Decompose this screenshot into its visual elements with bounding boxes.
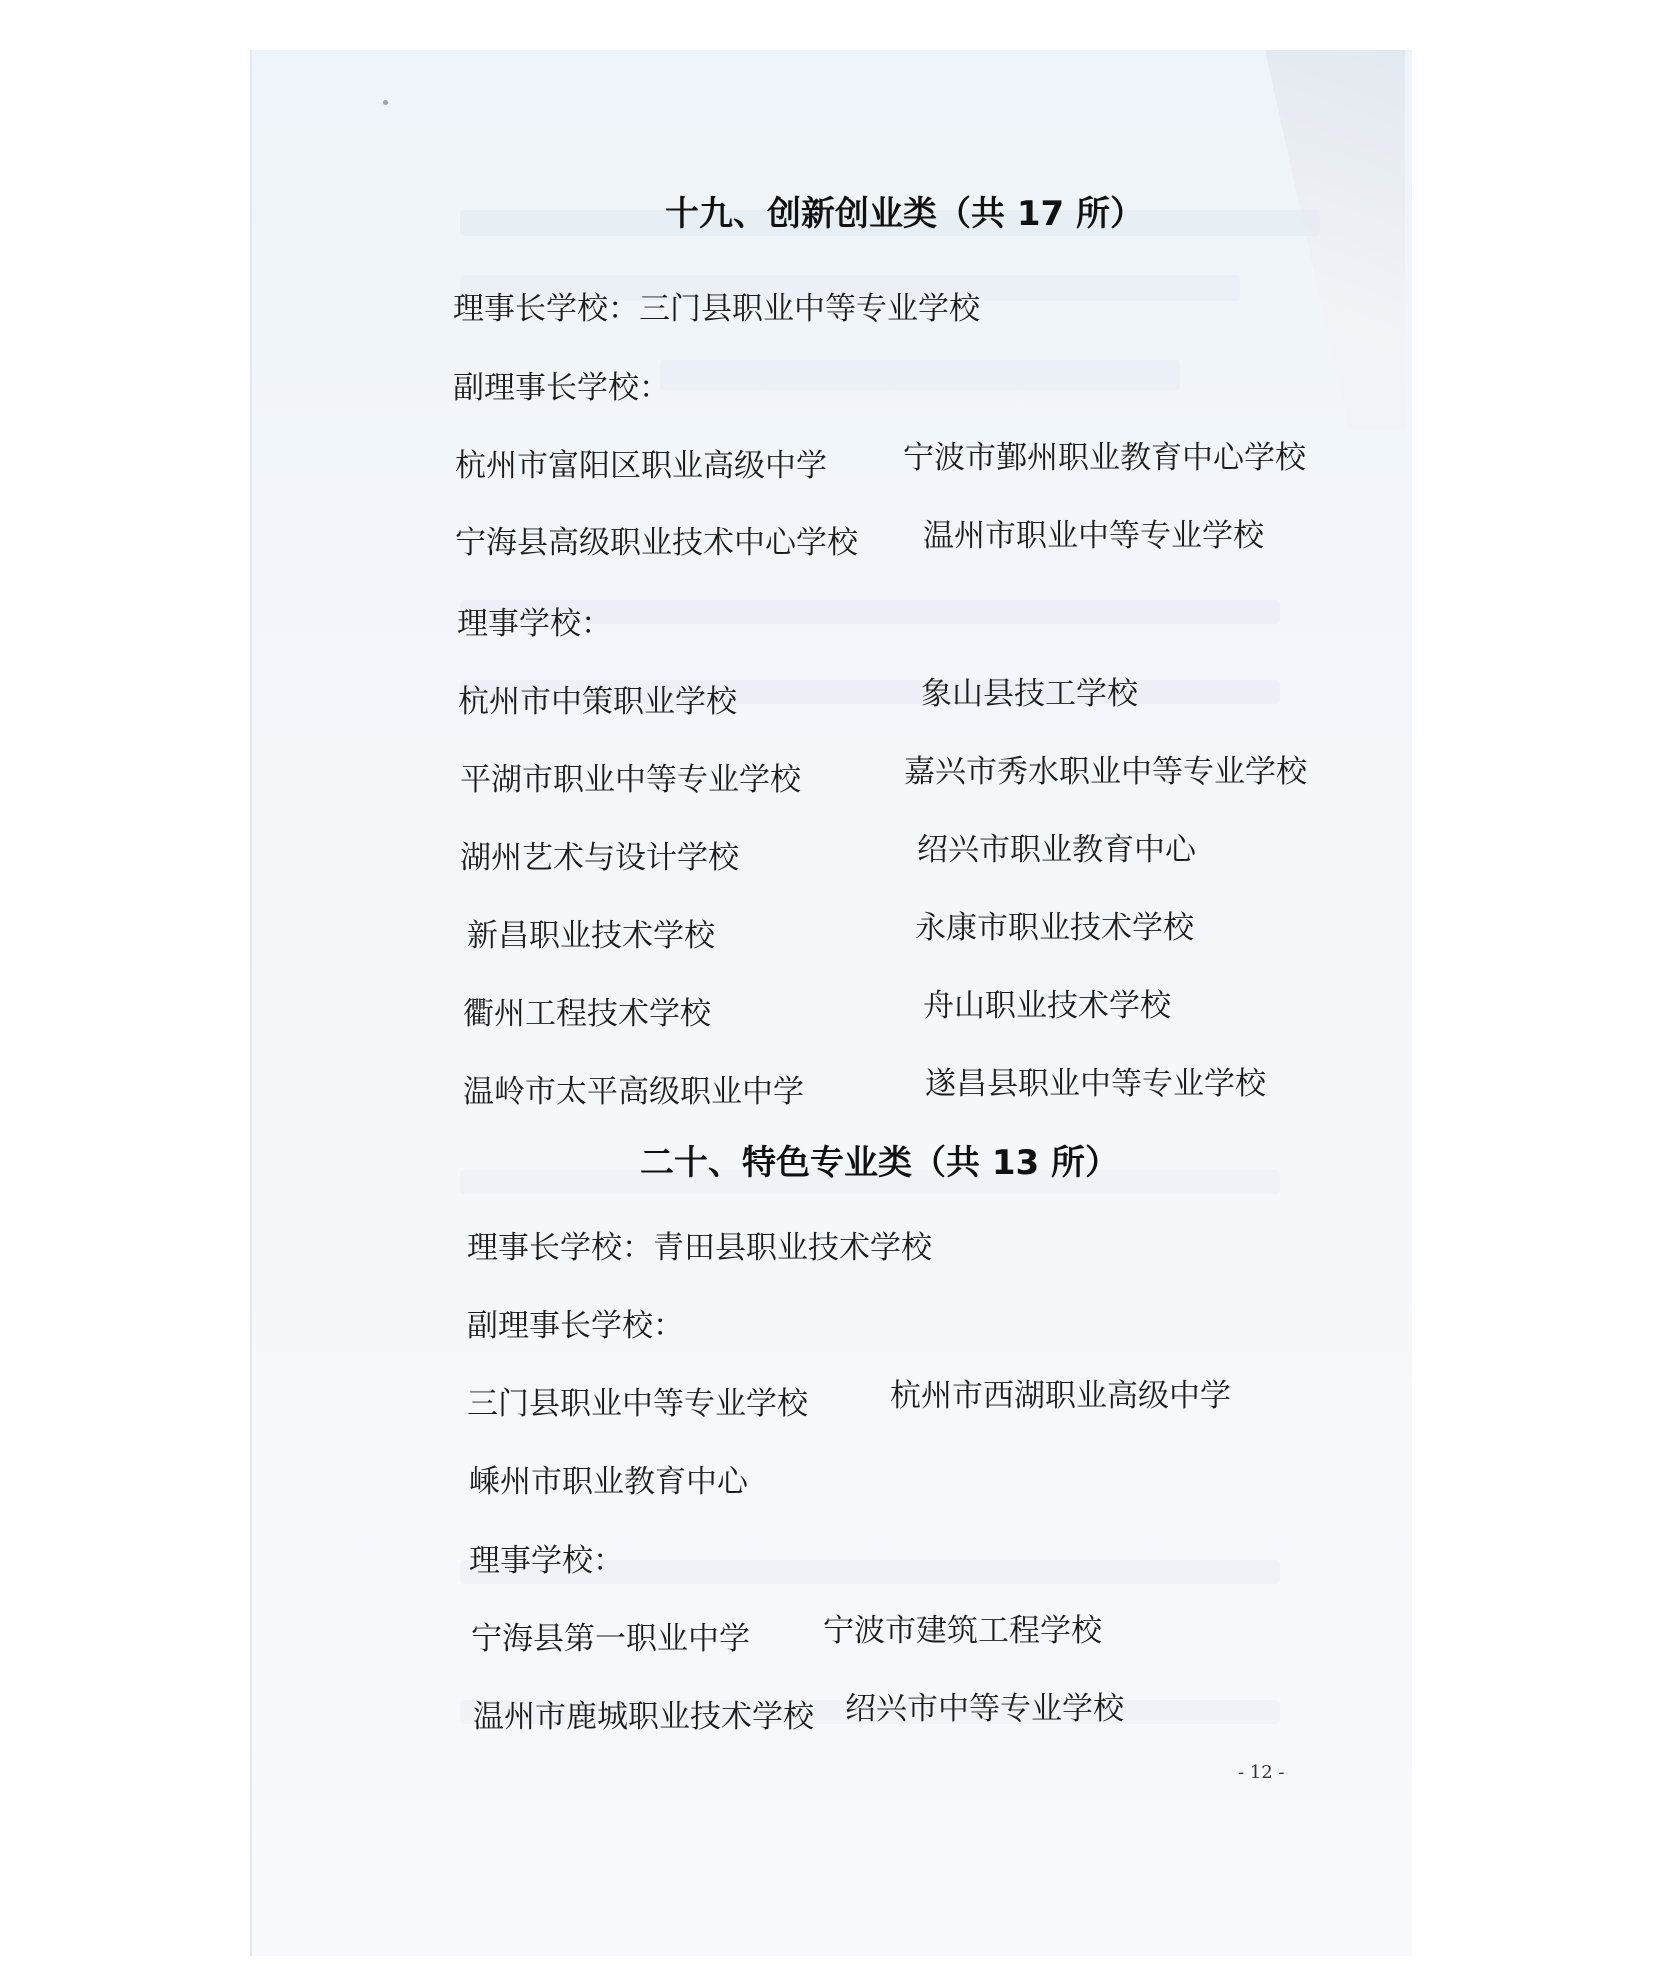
member-school-19-12: 遂昌县职业中等专业学校 [925, 1066, 1266, 1102]
member-label-20: 理事学校： [469, 1543, 624, 1579]
member-school-19-6: 绍兴市职业教育中心 [917, 832, 1196, 868]
member-school-20-2: 宁波市建筑工程学校 [823, 1613, 1102, 1649]
member-school-19-8: 永康市职业技术学校 [915, 910, 1194, 946]
section-heading-20: 二十、特色专业类（共 13 所） [640, 1143, 1119, 1183]
member-school-19-10: 舟山职业技术学校 [923, 988, 1171, 1024]
chair-school-line-20: 理事长学校：青田县职业技术学校 [467, 1230, 932, 1266]
vice-school-20-1: 三门县职业中等专业学校 [467, 1386, 808, 1422]
vice-school-20-3: 嵊州市职业教育中心 [469, 1464, 748, 1500]
scan-speck [383, 100, 388, 105]
member-school-19-1: 杭州市中策职业学校 [458, 684, 737, 720]
vice-chair-label-19: 副理事长学校： [453, 370, 670, 406]
member-school-19-5: 湖州艺术与设计学校 [460, 840, 739, 876]
vice-school-19-4: 温州市职业中等专业学校 [923, 518, 1264, 554]
member-label-19: 理事学校： [457, 606, 612, 642]
chair-school-line-19: 理事长学校：三门县职业中等专业学校 [453, 291, 980, 327]
member-school-19-4: 嘉兴市秀水职业中等专业学校 [904, 754, 1307, 790]
vice-chair-label-20: 副理事长学校： [467, 1308, 684, 1344]
paper-page [250, 50, 1412, 1956]
section-heading-19: 十九、创新创业类（共 17 所） [665, 194, 1144, 234]
member-school-20-4: 绍兴市中等专业学校 [845, 1691, 1124, 1727]
member-school-20-3: 温州市鹿城职业技术学校 [473, 1699, 814, 1735]
vice-school-20-2: 杭州市西湖职业高级中学 [890, 1378, 1231, 1414]
member-school-19-2: 象山县技工学校 [921, 676, 1138, 712]
member-school-19-11: 温岭市太平高级职业中学 [463, 1074, 804, 1110]
vice-school-19-2: 宁波市鄞州职业教育中心学校 [903, 440, 1306, 476]
member-school-19-9: 衢州工程技术学校 [463, 996, 711, 1032]
member-school-20-1: 宁海县第一职业中学 [471, 1621, 750, 1657]
vice-school-19-3: 宁海县高级职业技术中心学校 [455, 525, 858, 561]
member-school-19-7: 新昌职业技术学校 [467, 918, 715, 954]
page-number: - 12 - [1238, 1762, 1285, 1783]
member-school-19-3: 平湖市职业中等专业学校 [460, 762, 801, 798]
vice-school-19-1: 杭州市富阳区职业高级中学 [455, 448, 827, 484]
